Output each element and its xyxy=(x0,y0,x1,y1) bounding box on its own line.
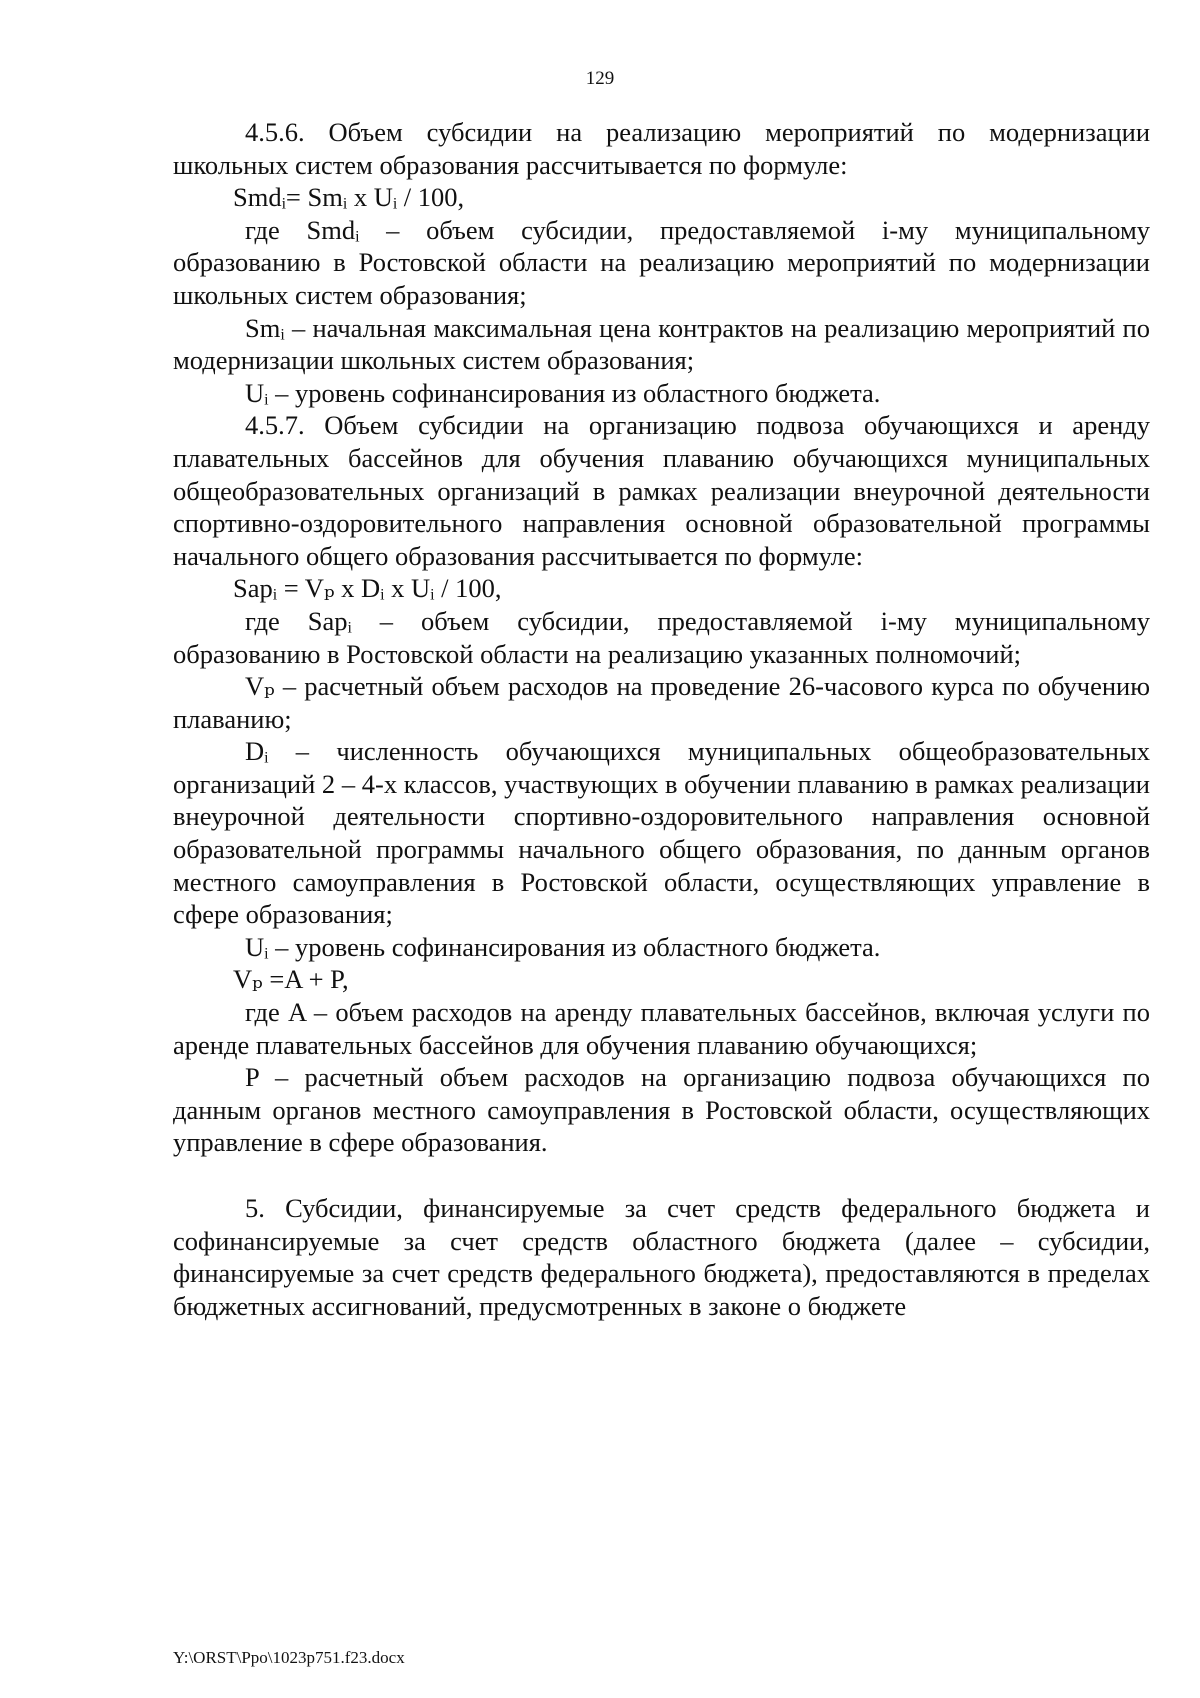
formula-smd: Smdᵢ= Smᵢ x Uᵢ / 100, xyxy=(233,182,465,213)
paragraph-sap-definition: где Sapᵢ – объем субсидии, предоставляемой i-му муниципальному образованию в Ростовской области на реализацию указанных полномочий; xyxy=(173,605,1150,669)
paragraph-4-5-7: 4.5.7. Объем субсидии на организацию подвоза обучающихся и аренду плавательных бассейнов для обучения плаванию обучающихся муниципальных общеобразовательных организаций в рамках реализации внеурочной деятельности спортивно-оздоровительного направления основной образовательной программы начального общего образования рассчитывается по формуле: xyxy=(173,410,1150,571)
formula-sap: Sapᵢ = Vₚ x Dᵢ x Uᵢ / 100, xyxy=(233,573,502,604)
formula-vp: Vₚ =A + P, xyxy=(233,964,349,995)
page-number: 129 xyxy=(585,68,615,89)
paragraph-4-5-6: 4.5.6. Объем субсидии на реализацию мероприятий по модернизации школьных систем образования рассчитывается по формуле: xyxy=(173,117,1150,180)
paragraph-u-definition: Uᵢ – уровень софинансирования из областного бюджета. xyxy=(245,377,881,408)
paragraph-vp-definition: Vₚ – расчетный объем расходов на проведение 26-часового курса по обучению плаванию; xyxy=(173,671,1150,734)
paragraph-5: 5. Субсидии, финансируемые за счет средств федерального бюджета и софинансируемые за счет средств областного бюджета (далее – субсидии, финансируемые за счет средств федерального бюджета), предоставляются в пределах бюджетных ассигнований, предусмотренных в законе о бюджете xyxy=(173,1193,1150,1321)
paragraph-u-definition-2: Uᵢ – уровень софинансирования из областного бюджета. xyxy=(245,931,881,962)
paragraph-d-definition: Dᵢ – численность обучающихся муниципальных общеобразовательных организаций 2 – 4-х классов, участвующих в обучении плаванию в рамках реализации внеурочной деятельности спортивно-оздоровительного направления основной образовательной программы начального общего образования, по данным органов местного самоуправления в Ростовской области, осуществляющих управление в сфере образования; xyxy=(173,736,1150,930)
file-path-footer: Y:\ORST\Ppo\1023p751.f23.docx xyxy=(173,1648,405,1667)
paragraph-smd-definition: где Smdᵢ – объем субсидии, предоставляемой i-му муниципальному образованию в Ростовской области на реализацию мероприятий по модернизации школьных систем образования; xyxy=(173,214,1150,310)
document-body xyxy=(173,116,1150,1322)
paragraph-p-definition: P – расчетный объем расходов на организацию подвоза обучающихся по данным органов местного самоуправления в Ростовской области, осуществляющих управление в сфере образования. xyxy=(173,1062,1150,1158)
paragraph-sm-definition: Smᵢ – начальная максимальная цена контрактов на реализацию мероприятий по модернизации школьных систем образования; xyxy=(173,312,1150,376)
section-gap xyxy=(173,1159,1150,1192)
paragraph-a-definition: где A – объем расходов на аренду плавательных бассейнов, включая услуги по аренде плавательных бассейнов для обучения плаванию обучающихся; xyxy=(173,997,1150,1060)
